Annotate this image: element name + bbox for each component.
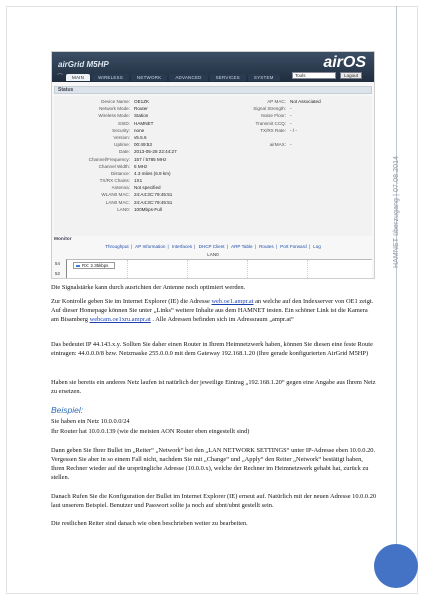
field-value: - (290, 120, 292, 126)
status-row (54, 184, 214, 191)
status-section-title: Status (54, 86, 372, 94)
status-row (54, 120, 214, 127)
field-label: Signal Strength: (253, 106, 286, 112)
field-label: Channel/Frequency: (88, 156, 130, 162)
paragraph-text: . Alle Adressen befinden sich im Adressraum „ampr.at“ (150, 316, 294, 323)
paragraph-signal: Die Signalstärke kann durch ausrichten der Antenne noch optimiert werden. (51, 284, 246, 291)
paragraph-route: Das bedeutet IP 44.143.x.y. Sollten Sie daher einen Router in Ihrem Heimnetzwerk haben, können Sie diesen eine feste Route eintragen: 44.0.0.0/8 bzw. Netzmaske 255.0.0.0 mit dem Gateway 192.168.1.20 (Ihre gerade konfigurierten AirGrid M5HP) (51, 341, 373, 357)
graph-gridline (187, 260, 188, 279)
status-row (214, 98, 372, 105)
field-label: Antenna: (111, 185, 130, 191)
ubiquiti-icon: ⌒ (57, 75, 64, 81)
graph-gridline (127, 260, 128, 279)
link-interfaces[interactable]: Interfaces (171, 244, 193, 249)
link-webcam[interactable]: webcam.oe1xru.ampr.at (89, 316, 151, 323)
field-label: Device Name: (101, 99, 130, 104)
field-value: 24:A4:3C:79:45:51 (134, 192, 173, 198)
logout-button[interactable]: Logout (340, 72, 362, 79)
paragraph-bullet-network: Dann geben Sie Ihrer Bullet im „Reiter“ „Network“ bei den „LAN NETWORK SETTINGS“ unter IP-Adresse eben 10.0.0.20. Vergessen Sie aber in so einem Fall nicht, nachdem Sie mit „Change“ und „Apply“ den Reiter „Network“ bestätigt haben, Ihren Rechner wieder auf die ursprüngliche Adresse (10.0.0.x), welche der Rechner im Heimnetzwerk gehabt hat, zurück zu stellen. (51, 447, 376, 481)
field-value: v5.5.6 (134, 134, 147, 140)
field-label: Security: (112, 127, 130, 133)
status-row (54, 163, 214, 170)
field-value: - (290, 141, 292, 147)
field-value: Station (134, 113, 149, 119)
status-row (54, 134, 214, 141)
field-label: AP MAC: (267, 99, 286, 104)
tab-services[interactable]: SERVICES (210, 74, 246, 81)
monitor-title: Monitor (54, 237, 72, 242)
field-label: Wireless Mode: (98, 113, 130, 119)
graph-gridline (247, 260, 248, 279)
airos-logo: airOS (323, 54, 366, 71)
link-routes[interactable]: Routes (259, 244, 274, 249)
status-row (54, 199, 214, 206)
tab-system[interactable]: SYSTEM (248, 74, 280, 81)
status-row (54, 156, 214, 163)
field-label: TX/RX Rate: (260, 127, 286, 133)
field-value: 24:A4:3C:79:45:51 (134, 199, 173, 205)
graph-ytick: 52 (55, 271, 60, 276)
status-row (214, 141, 372, 148)
status-row (54, 206, 214, 213)
legend-swatch (76, 265, 80, 267)
field-label: Distance: (110, 170, 130, 176)
status-row (214, 120, 372, 127)
link-ap-information[interactable]: AP Information (135, 244, 166, 249)
graph-title: LAN0 (207, 252, 219, 257)
tab-advanced[interactable]: ADVANCED (169, 74, 207, 81)
field-label: SSID: (118, 120, 130, 126)
field-value: 00:49:53 (134, 142, 152, 148)
status-row (54, 141, 214, 148)
graph-gridline (307, 260, 308, 279)
link-arp-table[interactable]: ARP Table (231, 244, 253, 249)
example-line-1: Sie haben ein Netz 10.0.0.0/24 (51, 418, 130, 425)
field-label: WLAN0 MAC: (101, 192, 130, 198)
status-row (54, 170, 214, 177)
field-label: Network Mode: (99, 106, 130, 112)
field-value: OE1ZK (134, 99, 150, 104)
field-value: 157 / 5785 MHz (134, 156, 167, 162)
paragraph-other-net: Haben sie bereits ein anderes Netz laufen ist natürlich der jeweilige Eintrag „192.168.1.20“ gegen eine Angabe aus Ihrem Netz zu ersetzen. (51, 379, 376, 395)
status-panel (54, 96, 372, 236)
router-screenshot (51, 51, 375, 279)
field-value: 2013-05-28 22:44:27 (134, 149, 177, 155)
status-row (214, 105, 372, 112)
field-label: Transmit CCQ: (255, 120, 286, 126)
field-value: - (290, 113, 292, 119)
heading-example: Beispiel: (51, 405, 84, 415)
paragraph-remaining: Die restlichen Reiter sind danach wie oben beschrieben weiter zu bearbeiten. (51, 520, 248, 527)
graph-legend (73, 262, 115, 269)
throughput-graph (55, 259, 372, 279)
field-value: - (290, 106, 292, 112)
status-row (54, 191, 214, 198)
field-value: 1X1 (134, 178, 143, 184)
legend-label: RX: 2.35kbps (82, 263, 109, 268)
paragraph-control (51, 297, 377, 324)
paragraph-text: Zur Kontrolle geben Sie im Internet Explorer (IE) die Adresse (51, 298, 212, 305)
screenshot-header (52, 52, 374, 82)
paragraph-text: an welche auf den Indexserver von OE1 zeigt. Auf dieser Homepage können Sie unter „Links“ weitere Inhalte aus dem HAMNET testen. Ein schöner Link ist die Kamera am Bisamberg (51, 298, 374, 323)
field-value: 4.3 miles (6.9 km) (134, 170, 171, 176)
monitor-links: Throughput | AP Information | Interfaces | DHCP Client | ARP Table | Routes | Port Forward | Log (105, 244, 321, 249)
field-value: Not specified (134, 185, 161, 191)
field-value: Not Associated (290, 99, 321, 104)
link-log[interactable]: Log (313, 244, 321, 249)
field-value: none (134, 127, 145, 133)
field-label: Channel Width: (98, 163, 130, 169)
status-row (214, 127, 372, 134)
field-value: HAMNET (134, 120, 154, 126)
example-line-2: Ihr Router hat 10.0.0.139 (wie die meisten AON Router eben eingestellt sind) (51, 428, 250, 435)
status-row (54, 112, 214, 119)
graph-ytick: 54 (55, 261, 60, 266)
status-row (54, 127, 214, 134)
airgrid-logo: airGrid M5HP (58, 60, 109, 69)
field-value: 5 MHz (134, 163, 148, 169)
status-left-column (54, 98, 214, 213)
tab-bar (66, 74, 280, 81)
field-label: LAN0: (117, 206, 130, 212)
status-row (214, 112, 372, 119)
field-label: Noise Floor: (261, 113, 286, 119)
field-label: Version: (113, 134, 130, 140)
field-label: TX/RX Chains: (99, 178, 130, 184)
link-web-oe1[interactable]: web.oe1.ampr.at (211, 298, 254, 305)
status-right-column (214, 98, 372, 148)
status-row (54, 98, 214, 105)
tab-wireless[interactable]: WIRELESS (92, 74, 129, 81)
field-value: 100Mbps-Full (134, 206, 162, 212)
field-value: - / - (290, 127, 297, 133)
link-dhcp-client[interactable]: DHCP Client (198, 244, 225, 249)
field-label: airMAX: (269, 141, 286, 147)
field-label: Uptime: (114, 142, 130, 148)
field-value: Router (134, 106, 148, 112)
status-row (54, 177, 214, 184)
tab-network[interactable]: NETWORK (131, 74, 167, 81)
status-row (54, 105, 214, 112)
link-throughput[interactable]: Throughput (105, 244, 129, 249)
tab-main[interactable]: MAIN (66, 74, 90, 81)
status-row (54, 148, 214, 155)
corner-circle-decoration (374, 544, 418, 588)
tools-select[interactable]: Tools (292, 72, 336, 79)
paragraph-reconfigure: Danach Rufen Sie die Konfiguration der Bullet im Internet Explorer (IE) erneut auf. Natürlich mit der neuen Adresse 10.0.0.20 laut unserem Beispiel. Benutzer und Passwort sollte ja noch auf ubnt/ubnt gestellt sein. (51, 493, 377, 509)
field-label: LAN0 MAC: (105, 199, 130, 205)
field-label: Date: (119, 149, 130, 155)
link-port-forward[interactable]: Port Forward (280, 244, 307, 249)
sidebar-text: HAMNET überzugang | 07.08.2014 (393, 155, 400, 268)
